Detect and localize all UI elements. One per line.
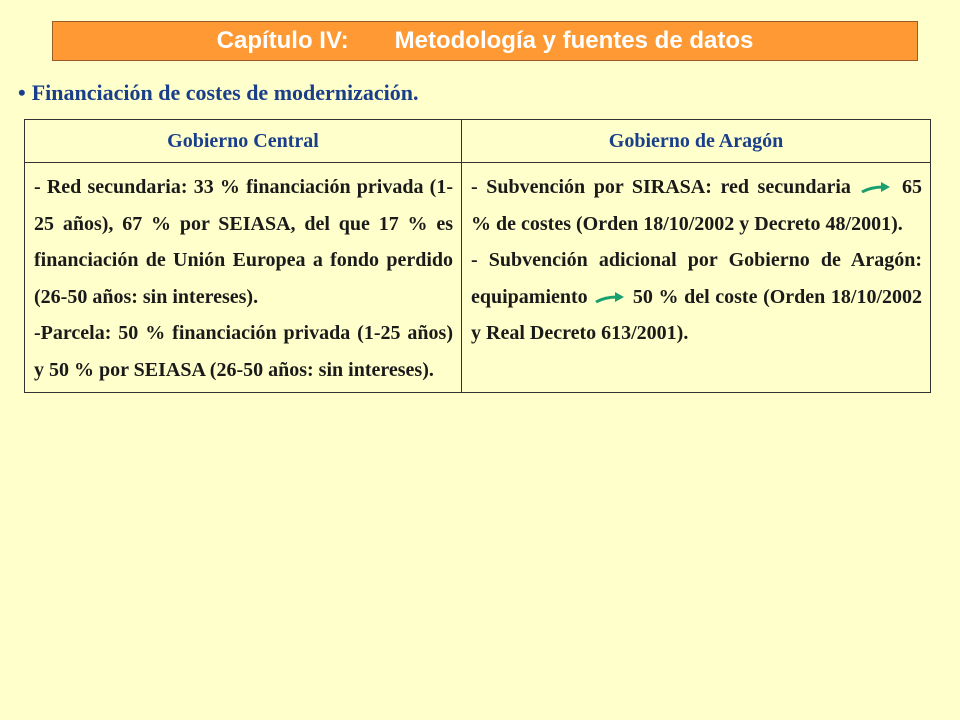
table-header-row (25, 120, 931, 163)
right-arrow-icon (861, 180, 891, 196)
aragon-paragraph-equipamiento (471, 242, 922, 352)
section-heading-text: Financiación de costes de modernización. (31, 80, 419, 105)
central-paragraph-parcela: -Parcela: 50 % financiación privada (1-25 años) y 50 % por SEIASA (26-50 años: sin intereses). (34, 322, 453, 381)
chapter-label: Capítulo IV: (216, 27, 349, 54)
cell-central (25, 163, 462, 393)
aragon-sirasa-text-end: 65 % de costes (Orden 18/10/2002 y Decreto 48/2001). (471, 176, 923, 235)
central-paragraph-red-secundaria: - Red secundaria: 33 % financiación privada (1-25 años), 67 % por SEIASA, del que 17 % es financiación de Unión Europea a fondo perdido (26-50 años: sin intereses). (34, 176, 453, 308)
aragon-paragraph-sirasa (471, 169, 922, 242)
bullet-icon: • (18, 80, 26, 105)
chapter-title-bar (52, 21, 918, 61)
chapter-title: Metodología y fuentes de datos (394, 27, 754, 54)
aragon-sirasa-text-start: - Subvención por SIRASA: red secundaria (471, 176, 851, 198)
column-header-central: Gobierno Central (25, 120, 462, 163)
aragon-equipamiento-text-end: 50 % del coste (Orden 18/10/2002 y Real Decreto 613/2001). (471, 285, 923, 344)
table-row (25, 163, 931, 393)
aragon-equipamiento-text-start: - Subvención adicional por Gobierno de Aragón: equipamiento (471, 249, 922, 308)
cell-aragon (462, 163, 931, 393)
section-heading (18, 80, 419, 106)
column-header-aragon: Gobierno de Aragón (462, 120, 931, 163)
financing-table (24, 119, 931, 393)
right-arrow-icon (595, 290, 625, 306)
